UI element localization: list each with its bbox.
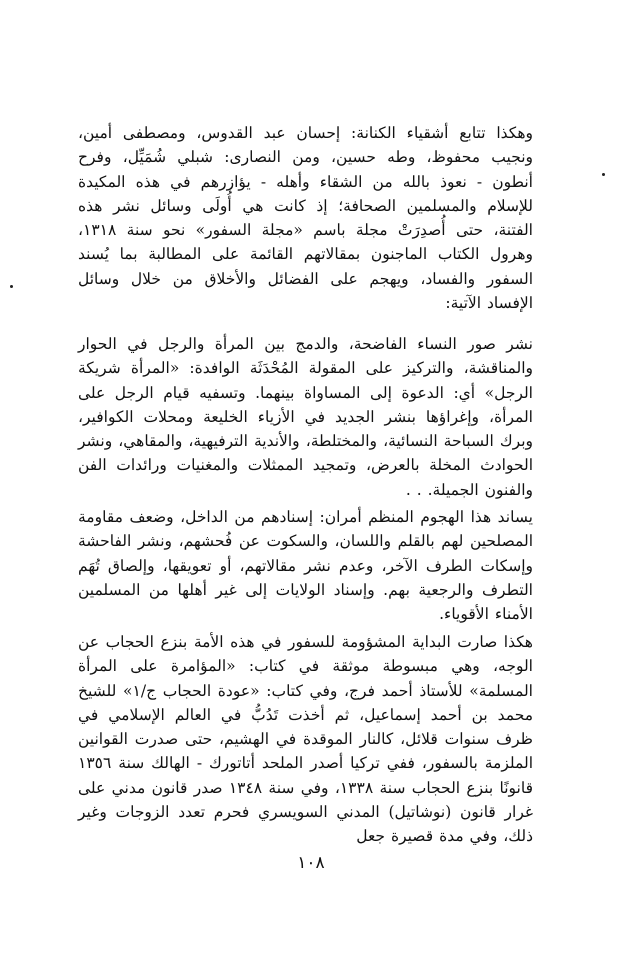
margin-dot-mark <box>602 173 605 176</box>
body-paragraph-4 <box>78 630 533 849</box>
body-paragraph-1 <box>78 121 533 315</box>
margin-dot-mark <box>10 285 13 288</box>
paragraph-text: نشر صور النساء الفاضحة، والدمج بين المرأة والرجل في الحوار والمناقشة، والتركيز على المقولة المُحْدَثَة الوافدة: «المرأة شريكة الرجل» أي: الدعوة إلى المساواة بينهما. وتسفيه قيام الرجل على المرأة، وإغراؤها بنشر الجديد في الأزياء الخليعة ومحلات الكوافير، وبرك السباحة النسائية، والمختلطة، والأندية الترفيهية، والمقاهي، ونشر الحوادث المخلة بالعرض، وتمجيد الممثلات والمغنيات ورائدات الفن والفنون الجميلة. . . <box>78 335 533 499</box>
body-paragraph-2 <box>78 332 533 502</box>
paragraph-text: يساند هذا الهجوم المنظم أمران: إسنادهم من الداخل، وضعف مقاومة المصلحين لهم بالقلم واللسان، والسكوت عن فُحشهم، ونشر الفاحشة وإسكات الطرف الآخر، وعدم نشر مقالاتهم، أو تعويقها، وإلصاق تُهَم التطرف والرجعية بهم. وإسناد الولايات إلى غير أهلها من المسلمين الأمناء الأقوياء. <box>78 508 533 624</box>
paragraph-text: هكذا صارت البداية المشؤومة للسفور في هذه الأمة بنزع الحجاب عن الوجه، وهي مبسوطة موثقة في كتاب: «المؤامرة على المرأة المسلمة» للأستاذ أحمد فرج، وفي كتاب: «عودة الحجاب ج/١» للشيخ محمد بن أحمد إسماعيل، ثم أخذت تَدُبُّ في العالم الإسلامي في ظرف سنوات قلائل، كالنار الموقدة في الهشيم، حتى صدرت القوانين الملزمة بالسفور، ففي تركيا أصدر الملحد أتاتورك - الهالك سنة ١٣٥٦ قانونًا بنزع الحجاب سنة ١٣٣٨، وفي سنة ١٣٤٨ صدر قانون مدني على غرار قانون (نوشاتيل) المدني السويسري فحرم تعدد الزوجات وغير ذلك، وفي مدة قصيرة جعل <box>78 633 533 846</box>
page-number: ١٠٨ <box>297 853 325 873</box>
paragraph-text: وهكذا تتابع أشقياء الكنانة: إحسان عبد القدوس، ومصطفى أمين، ونجيب محفوظ، وطه حسين، ومن النصارى: شبلي شُمَيِّل، وفرح أنطون - نعوذ بالله من الشقاء وأهله - يؤازرهم في هذه المكيدة للإسلام والمسلمين الصحافة؛ إذ كانت هي أُولَى وسائل نشر هذه الفتنة، حتى أُصدِرَتْ مجلة باسم «مجلة السفور» نحو سنة ١٣١٨، وهرول الكتاب الماجنون بمقالاتهم القائمة على المطالبة بما يُسند السفور والفساد، ويهجم على الفضائل والأخلاق من خلال وسائل الإفساد الآتية: <box>78 124 533 313</box>
body-paragraph-3 <box>78 505 533 626</box>
